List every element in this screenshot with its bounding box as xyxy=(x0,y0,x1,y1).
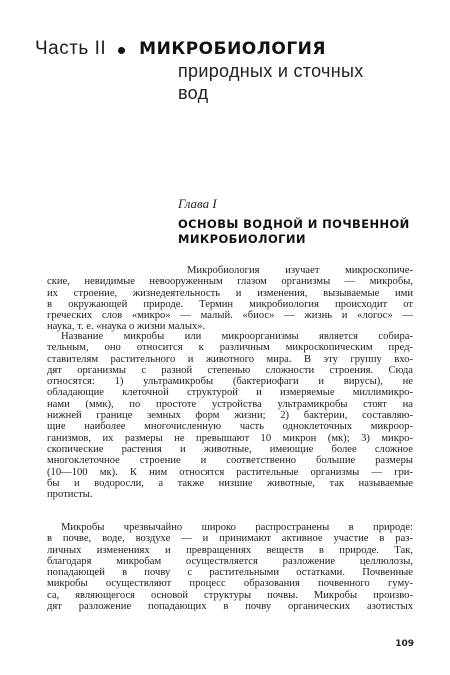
part-subtitle-line-2: вод xyxy=(178,83,209,103)
text-line: скопические растения и животные, имеющие более сложное xyxy=(47,443,413,455)
text-line: личных изменениях и превращениях веществ в природе. Так, xyxy=(47,544,413,556)
text-line: относятся: 1) ультрамикробы (бактериофаги и вирусы), не xyxy=(47,376,413,388)
text-line: ские, невидимые невооруженным глазом организмы — микробы, xyxy=(47,276,413,288)
text-line: многоклеточное строение и соответственно большие размеры xyxy=(47,455,413,467)
chapter-title xyxy=(178,217,410,247)
part-label: Часть II xyxy=(35,38,107,59)
text-line: греческих слов «микро» — малый. «биос» — жизнь и «логос» — xyxy=(47,310,413,322)
text-line: са, являющегося основой структуры почвы. Микробы произво- xyxy=(47,589,413,601)
text-line: нами (ммк), по простоте устройства ультрамикробы стоят на xyxy=(47,398,413,410)
chapter-title-line-2: МИКРОБИОЛОГИИ xyxy=(178,232,306,246)
paragraph-1 xyxy=(47,265,413,333)
text-line: дят организмы с разной степенью сложности строения. Сюда xyxy=(47,364,413,376)
part-title: МИКРОБИОЛОГИЯ xyxy=(139,39,326,59)
text-line: нижней границе земных форм жизни; 2) бактерии, составляю- xyxy=(47,410,413,422)
chapter-title-line-1: ОСНОВЫ ВОДНОЙ И ПОЧВЕННОЙ xyxy=(178,217,410,231)
text-line: наука, т. е. «наука о жизни малых». xyxy=(47,321,206,333)
text-line: благодаря микробам осуществляется разложение целлюлозы, xyxy=(47,555,413,567)
text-line: их строение, жизнедеятельность и изменения, вызываемые ими xyxy=(47,287,413,299)
text-line: микробы осуществляют процесс образования почвенного гуму- xyxy=(47,578,413,590)
text-line: ставителям растительного и животного мира. В эту группу вхо- xyxy=(47,353,413,365)
page-number: 109 xyxy=(395,639,414,649)
paragraph-2 xyxy=(47,331,413,500)
text-line: обладающие клеточной структурой и измеряемые миллимикро- xyxy=(47,387,413,399)
text-line: Микробиология изучает микроскопиче- xyxy=(187,265,413,276)
text-line: дят разложение попадающих в почву органических азотистых xyxy=(47,601,413,613)
text-line: щие наиболее многочисленную часть одноклеточных микроор- xyxy=(47,421,413,433)
text-line: в почве, воде, воздухе — и принимают активное участие в раз- xyxy=(47,533,413,545)
part-subtitle-line-1: природных и сточных xyxy=(178,61,364,81)
text-line: (10—100 мк). К ним относятся растительные организмы — гри- xyxy=(47,466,413,478)
text-line: ганизмов, их размеры не превышают 10 микрон (мк); 3) микро- xyxy=(47,432,413,444)
text-line: протисты. xyxy=(47,489,93,501)
text-line: тельным, оно относится к различным микроскопическим пред- xyxy=(47,342,413,354)
text-line: Название микробы или микроорганизмы является собира- xyxy=(61,331,413,342)
bullet-icon xyxy=(118,47,125,54)
paragraph-3 xyxy=(47,522,413,612)
chapter-label: Глава I xyxy=(178,196,217,211)
text-line: попадающей в почву с растительными остатками. Почвенные xyxy=(47,567,413,579)
text-line: в окружающей природе. Термин микробиология происходит от xyxy=(47,298,413,310)
part-row xyxy=(35,38,326,62)
text-line: бы и водоросли, а также низшие животные, так называемые xyxy=(47,477,413,489)
text-line: Микробы чрезвычайно широко распространены в природе: xyxy=(61,522,413,533)
